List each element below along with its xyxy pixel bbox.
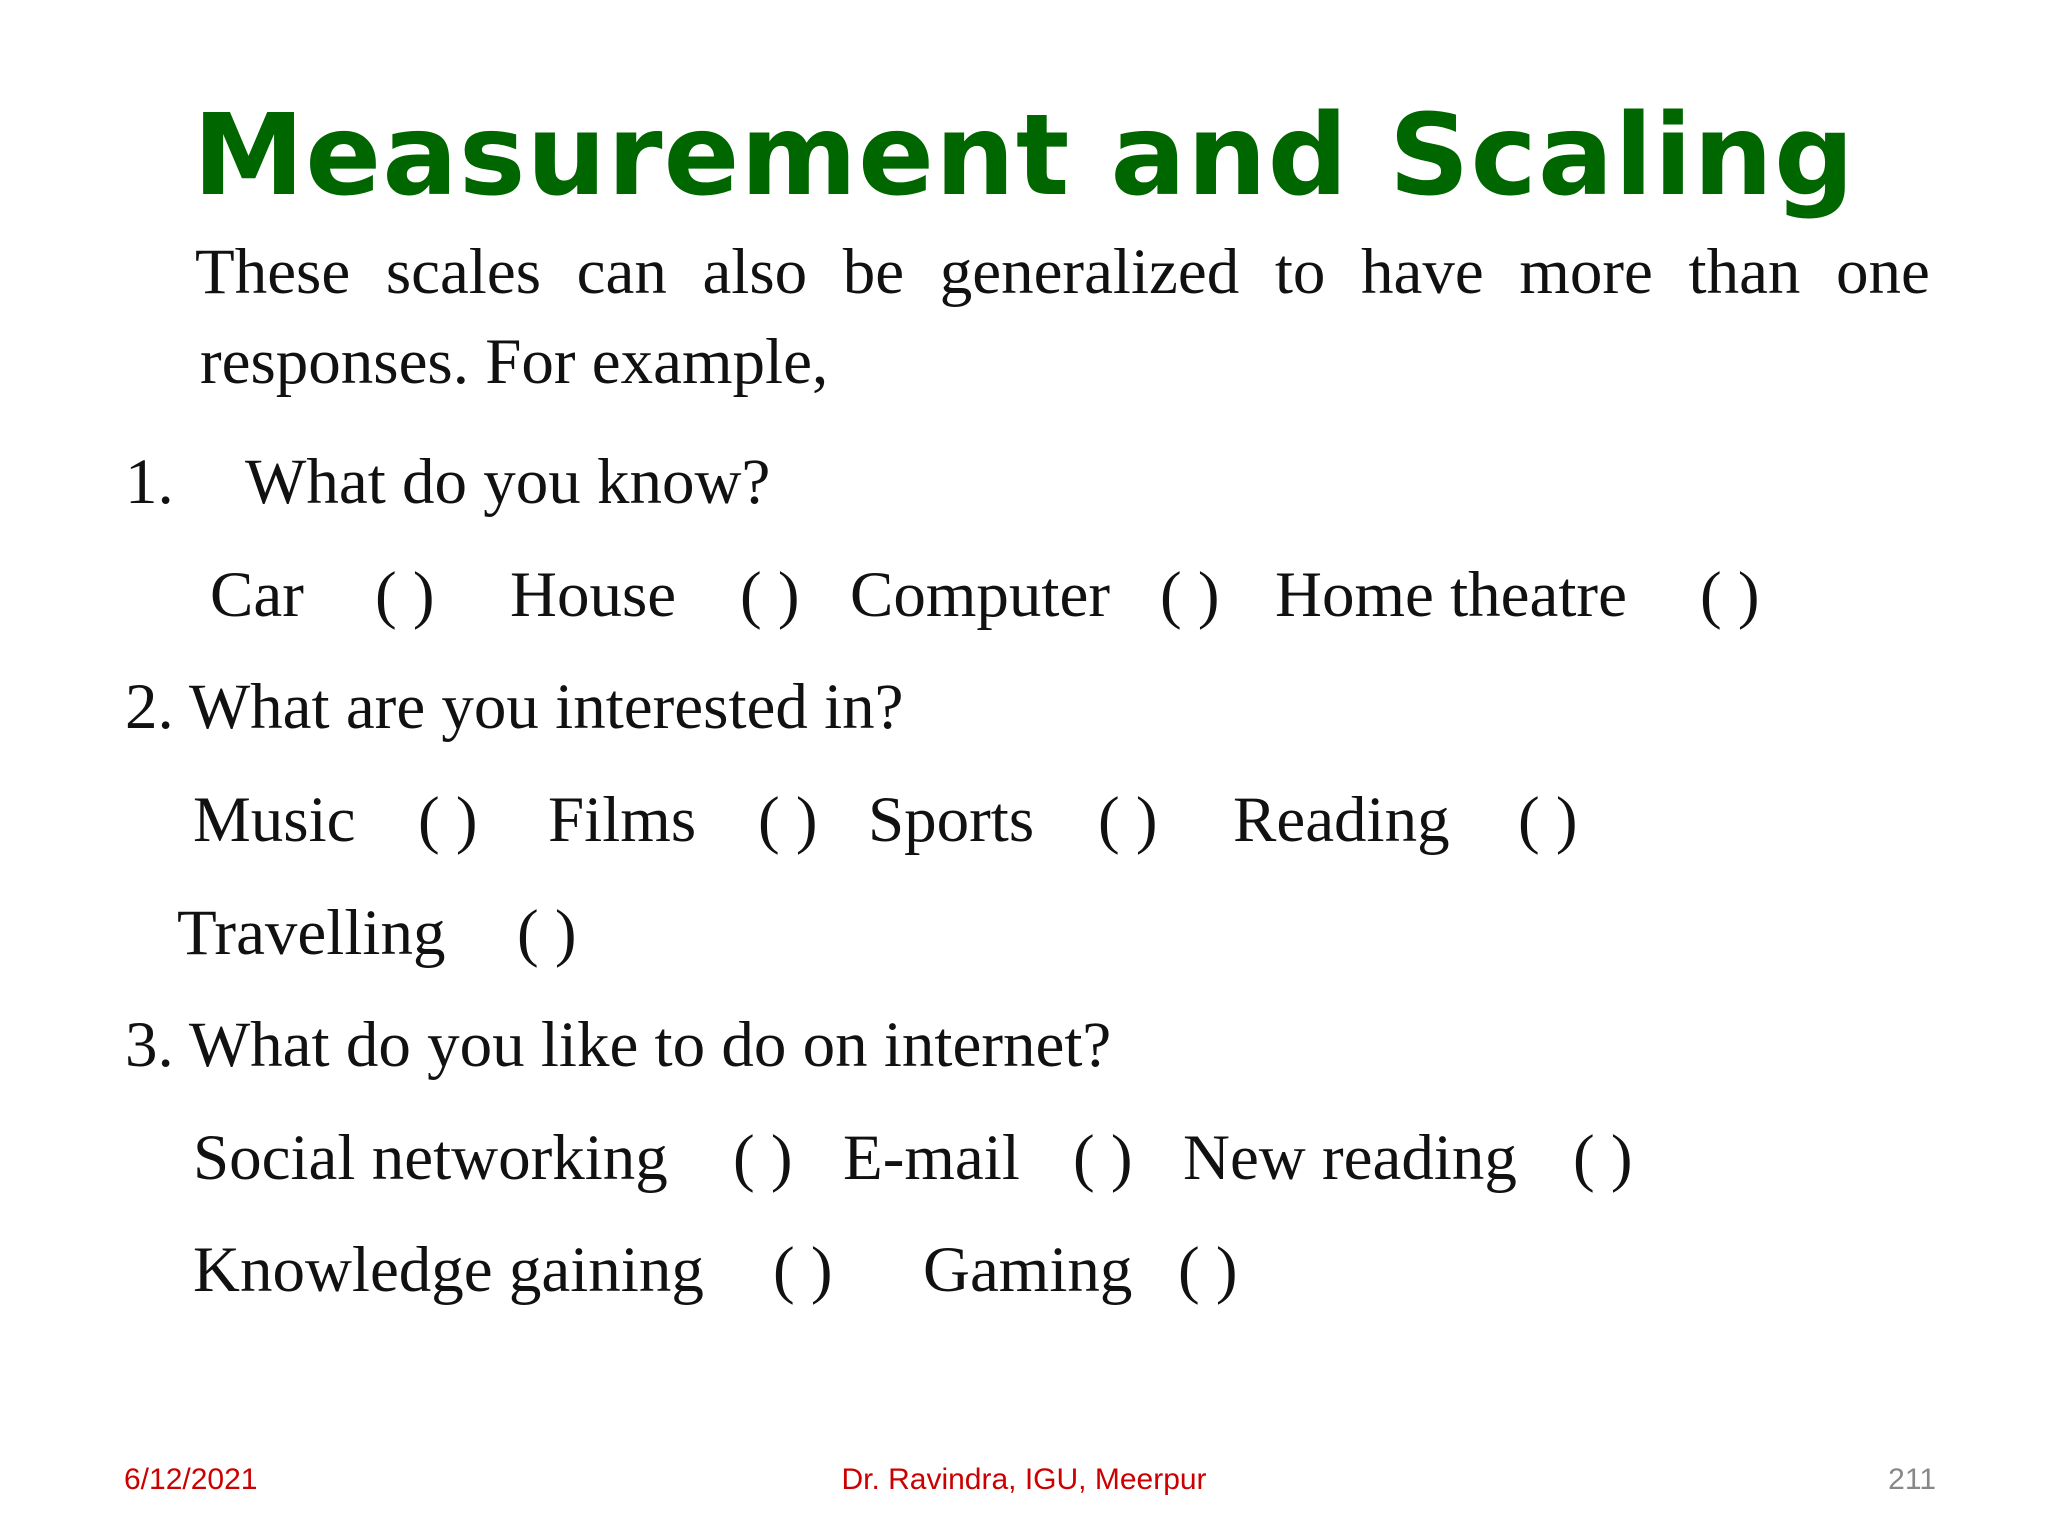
intro-word: one — [1836, 236, 1930, 308]
option-checkbox[interactable]: ( ) — [375, 559, 435, 631]
option-label: Knowledge gaining — [193, 1234, 704, 1306]
footer-date: 6/12/2021 — [124, 1463, 258, 1496]
intro-word: more — [1519, 236, 1653, 308]
q3-options-row-2 — [193, 1230, 1238, 1310]
question-2: 2. What are you interested in? — [125, 671, 904, 743]
intro-word: be — [842, 236, 905, 308]
footer-author: Dr. Ravindra, IGU, Meerpur — [841, 1463, 1207, 1496]
option-label: House — [510, 559, 677, 631]
intro-word: These — [195, 236, 351, 308]
option-checkbox[interactable]: ( ) — [758, 784, 818, 856]
option-checkbox[interactable]: ( ) — [1073, 1122, 1133, 1194]
question-number: 1. — [125, 446, 174, 518]
option-checkbox[interactable]: ( ) — [1700, 559, 1760, 631]
intro-word: than — [1688, 236, 1801, 308]
question-text: What do you know? — [245, 446, 771, 518]
option-label: Social networking — [193, 1122, 668, 1194]
option-checkbox[interactable]: ( ) — [1518, 784, 1578, 856]
intro-word: to — [1274, 236, 1326, 308]
intro-word: generalized — [939, 236, 1240, 308]
question-3: 3. What do you like to do on internet? — [125, 1009, 1112, 1081]
intro-word: can — [576, 236, 667, 308]
option-label: Home theatre — [1275, 559, 1627, 631]
q2-options-row-2 — [177, 893, 577, 973]
q3-options-row-1 — [193, 1118, 1633, 1198]
option-checkbox[interactable]: ( ) — [733, 1122, 793, 1194]
option-label: Gaming — [923, 1234, 1133, 1306]
footer-page-number: 211 — [1888, 1463, 1936, 1496]
option-label: Travelling — [177, 897, 446, 969]
option-checkbox[interactable]: ( ) — [740, 559, 800, 631]
option-label: New reading — [1183, 1122, 1517, 1194]
option-checkbox[interactable]: ( ) — [1178, 1234, 1238, 1306]
option-checkbox[interactable]: ( ) — [1573, 1122, 1633, 1194]
question-1 — [125, 442, 770, 522]
option-checkbox[interactable]: ( ) — [418, 784, 478, 856]
intro-line-2: responses. For example, — [200, 326, 829, 398]
option-label: Sports — [868, 784, 1035, 856]
option-label: Reading — [1233, 784, 1450, 856]
option-label: Music — [193, 784, 356, 856]
q2-options-row-1 — [193, 780, 1578, 860]
option-label: Computer — [850, 559, 1110, 631]
option-label: Films — [548, 784, 697, 856]
option-label: Car — [210, 559, 304, 631]
option-checkbox[interactable]: ( ) — [773, 1234, 833, 1306]
option-checkbox[interactable]: ( ) — [1098, 784, 1158, 856]
q1-options — [210, 555, 1760, 635]
intro-line-1 — [195, 232, 1930, 312]
option-checkbox[interactable]: ( ) — [517, 897, 577, 969]
option-label: E-mail — [843, 1122, 1020, 1194]
slide-title: Measurement and Scaling — [192, 91, 1856, 221]
intro-word: scales — [385, 236, 542, 308]
intro-word: have — [1361, 236, 1484, 308]
option-checkbox[interactable]: ( ) — [1160, 559, 1220, 631]
intro-word: also — [702, 236, 808, 308]
